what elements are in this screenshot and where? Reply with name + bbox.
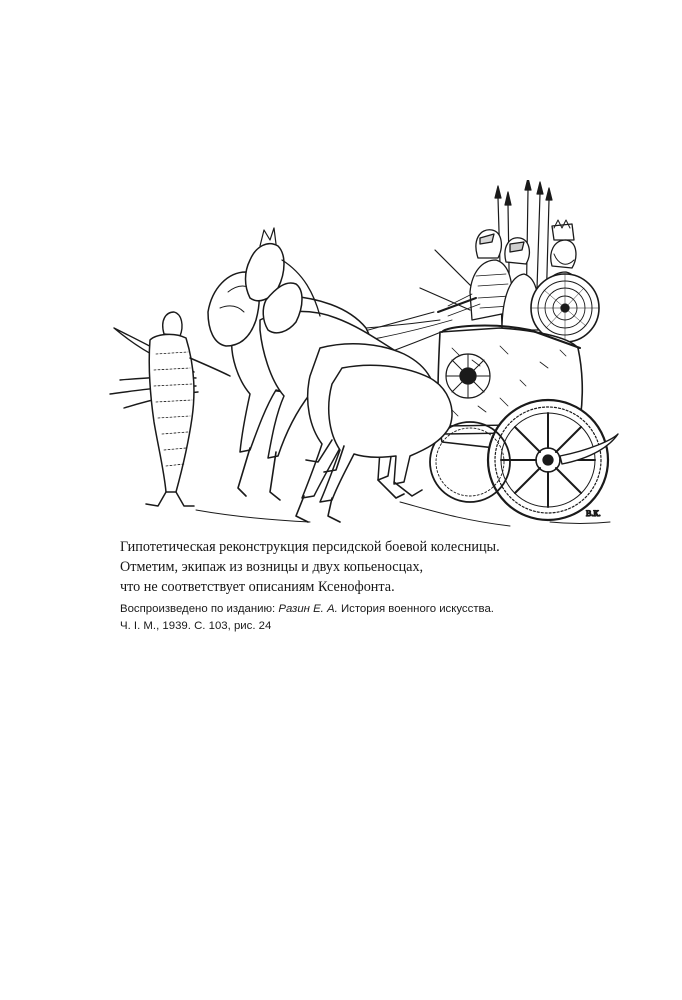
chariot-illustration: [100, 180, 620, 530]
caption-line: что не соответствует описаниям Ксенофонта.: [120, 579, 395, 595]
source-title: История военного искусства.: [337, 603, 494, 615]
source-line: [120, 601, 560, 618]
figure-caption: [120, 537, 560, 635]
chariot-drawing: [100, 180, 620, 530]
source-reference: [120, 601, 560, 635]
caption-line: Отметим, экипаж из возницы и двух копьеносцах,: [120, 559, 424, 575]
source-details: Ч. I. М., 1939. С. 103, рис. 24: [120, 620, 272, 632]
round-shield: [531, 274, 599, 342]
caption-line: Гипотетическая реконструкция персидской боевой колесницы.: [120, 539, 500, 555]
source-prefix: Воспроизведено по изданию:: [120, 603, 279, 615]
source-author: Разин Е. А.: [278, 603, 338, 615]
horses: [208, 228, 452, 502]
artist-initials: В.К.: [586, 509, 601, 518]
